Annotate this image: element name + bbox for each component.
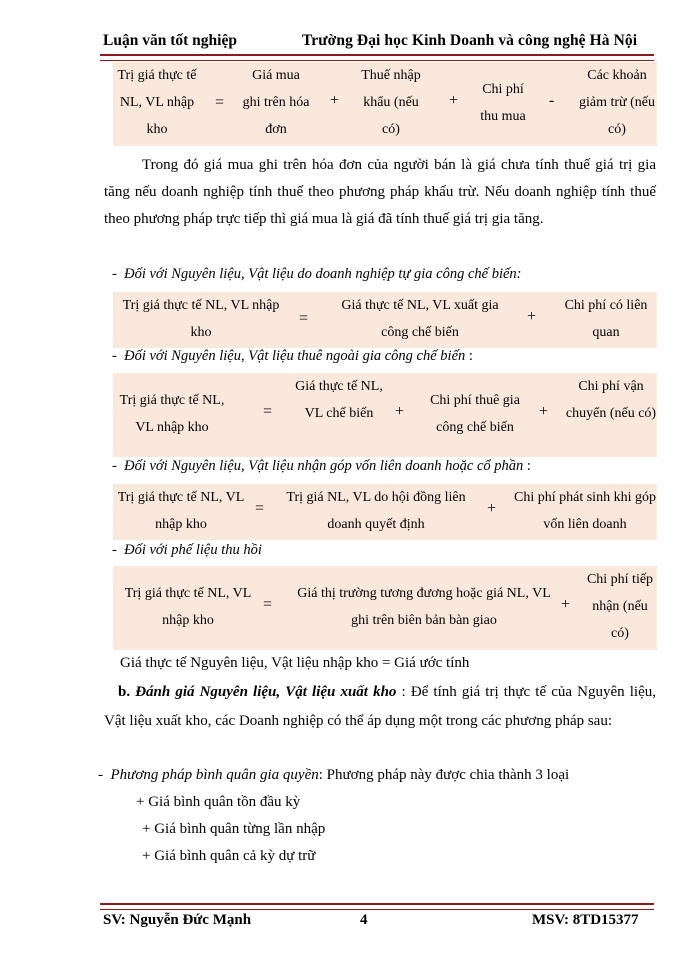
method-name: Phương pháp bình quân gia quyền xyxy=(110,767,319,783)
case3-op-2: + xyxy=(487,500,497,517)
section-b-marker: b. xyxy=(118,684,131,700)
method-item-2: + Giá bình quân từng lần nhập xyxy=(142,821,326,837)
case4-dash: - xyxy=(112,542,117,558)
case1-dash: - xyxy=(112,266,117,282)
case3-term-3: Chi phí phát sinh khi góp vốn liên doanh xyxy=(514,490,656,532)
formula-box-3 xyxy=(113,373,657,457)
case3-op-1: = xyxy=(255,500,265,517)
formula1-term-2: Giá mua ghi trên hóa đơn xyxy=(242,68,310,137)
paragraph-1: Trong đó giá mua ghi trên hóa đơn của người bán là giá chưa tính thuế giá trị gia tăng nếu doanh nghiệp tính thuế theo phương pháp khấu trừ. Nếu doanh nghiệp tính thuế theo phương pháp trực tiếp thì giá mua là giá đã tính thuế giá trị gia tăng. xyxy=(104,157,656,227)
case3-term-2: Trị giá NL, VL do hội đồng liên doanh quyết định xyxy=(286,490,466,532)
case3-heading xyxy=(112,458,531,475)
case1-term-3: Chi phí có liên quan xyxy=(564,298,648,340)
case4-op-1: = xyxy=(263,596,273,613)
case2-term-2: Giá thực tế NL, VL chế biến xyxy=(295,379,383,421)
header-right: Trường Đại học Kinh Doanh và công nghệ Hà Nội xyxy=(302,32,638,49)
case4-term-2: Giá thị trường tương đương hoặc giá NL, VL ghi trên biên bản bàn giao xyxy=(297,586,551,628)
case1-term-2: Giá thực tế NL, VL xuất gia công chế biến xyxy=(341,298,499,340)
case4-op-2: + xyxy=(561,596,571,613)
case4-term-3: Chi phí tiếp nhận (nếu có) xyxy=(586,572,654,641)
case4-heading xyxy=(112,542,262,559)
footer-rule xyxy=(100,903,654,910)
case2-op-2: + xyxy=(395,403,405,420)
case2-term-1: Trị giá thực tế NL, VL nhập kho xyxy=(119,393,225,435)
footer-page-number: 4 xyxy=(360,912,368,928)
formula-box-5 xyxy=(113,566,657,650)
case3-label: Đối với Nguyên liệu, Vật liệu nhận góp vốn liên doanh hoặc cổ phần xyxy=(124,458,524,474)
section-b-paragraph xyxy=(104,678,656,736)
formula1-term-4: Chi phí thu mua xyxy=(480,82,526,124)
formula1-op-4: - xyxy=(549,92,555,109)
formula1-op-1: = xyxy=(215,94,225,111)
case1-op-2: + xyxy=(527,308,537,325)
case2-term-3: Chi phí thuê gia công chế biến xyxy=(430,393,520,435)
case2-op-3: + xyxy=(539,403,549,420)
case2-heading xyxy=(112,348,473,365)
footer-msv: MSV: 8TD15377 xyxy=(532,912,639,928)
header-rule xyxy=(100,54,654,61)
formula-box-2 xyxy=(113,292,657,348)
section-b-title: Đánh giá Nguyên liệu, Vật liệu xuất kho xyxy=(135,684,397,700)
case3-suffix: : xyxy=(523,458,531,474)
case4-label: Đối với phế liệu thu hồi xyxy=(124,542,262,558)
case1-op-1: = xyxy=(299,310,309,327)
method-rest: : Phương pháp này được chia thành 3 loại xyxy=(318,767,570,783)
formula1-op-3: + xyxy=(449,92,459,109)
case2-op-1: = xyxy=(263,403,273,420)
formula1-term-3: Thuế nhập khẩu (nếu có) xyxy=(361,68,421,137)
case2-label: Đối với Nguyên liệu, Vật liệu thuê ngoài gia công chế biến xyxy=(124,348,466,364)
formula1-term-1: Trị giá thực tế NL, VL nhập kho xyxy=(117,68,197,137)
case4-term-1: Trị giá thực tế NL, VL nhập kho xyxy=(124,586,252,628)
case1-term-1: Trị giá thực tế NL, VL nhập kho xyxy=(122,298,280,340)
footer-student: SV: Nguyễn Đức Mạnh xyxy=(103,912,252,928)
case2-suffix: : xyxy=(465,348,473,364)
formula1-op-2: + xyxy=(330,92,340,109)
method-dash: - xyxy=(98,767,103,783)
formula1-term-5: Các khoản giảm trừ (nếu có) xyxy=(578,68,655,137)
section-b-text: : Để tính giá trị thực tế của Nguyên liệu, Vật liệu xuất kho, các Doanh nghiệp có thể áp dụng một trong các phương pháp sau: xyxy=(104,684,656,729)
method-item-3: + Giá bình quân cả kỳ dự trữ xyxy=(142,848,316,864)
case2-dash: - xyxy=(112,348,117,364)
formula-box-4 xyxy=(113,484,657,540)
case3-term-1: Trị giá thực tế NL, VL nhập kho xyxy=(117,490,245,532)
header-left: Luận văn tốt nghiệp xyxy=(103,32,237,49)
formula-box-1 xyxy=(113,62,657,146)
case1-heading xyxy=(112,266,522,283)
case2-term-4: Chi phí vận chuyển (nếu có) xyxy=(565,379,657,421)
case3-dash: - xyxy=(112,458,117,474)
estimate-line: Giá thực tế Nguyên liệu, Vật liệu nhập kho = Giá ước tính xyxy=(120,655,470,671)
method-item-1: + Giá bình quân tồn đầu kỳ xyxy=(136,794,301,810)
case1-label: Đối với Nguyên liệu, Vật liệu do doanh nghiệp tự gia công chế biến: xyxy=(124,266,522,282)
method-line xyxy=(98,762,569,789)
